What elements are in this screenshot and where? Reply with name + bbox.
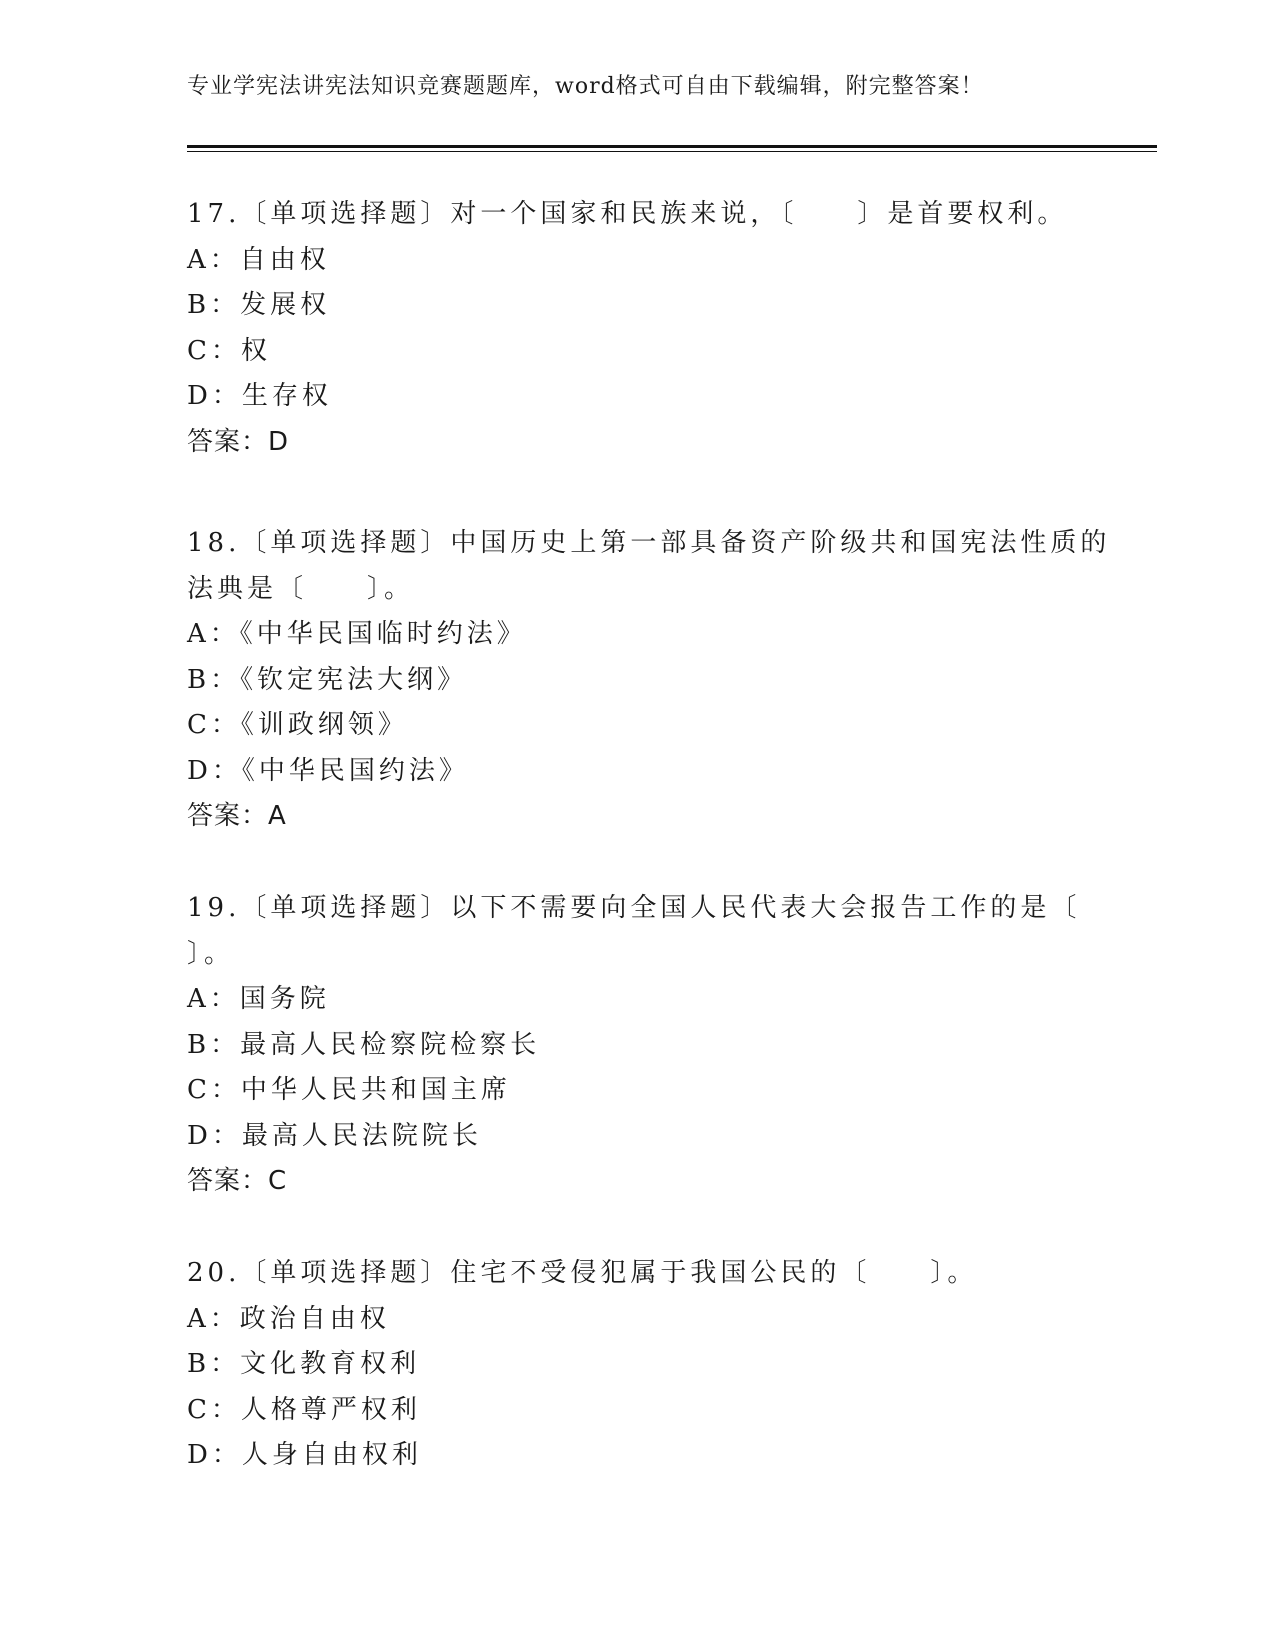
option-b: B：《钦定宪法大纲》 [187,664,468,695]
option-b: B：最高人民检察院检察长 [187,1029,541,1060]
option-a: A：国务院 [187,984,330,1014]
option-a: A：自由权 [187,244,330,275]
option-d: D：《中华民国约法》 [187,755,469,786]
question-stem: 19.〔单项选择题〕以下不需要向全国人民代表大会报告工作的是〔 [187,893,1081,923]
question-19 [187,886,1087,1205]
answer: 答案：C [187,1166,288,1196]
question-stem: 20.〔单项选择题〕住宅不受侵犯属于我国公民的〔 〕。 [187,1258,978,1288]
option-a: A：政治自由权 [187,1303,390,1334]
option-b: B：发展权 [187,290,331,320]
question-20 [187,1251,1087,1479]
question-17 [187,192,1087,465]
option-c: C：人格尊严权利 [187,1394,421,1425]
header-rule [187,145,1157,148]
page-header: 专业学宪法讲宪法知识竞赛题题库，word格式可自由下载编辑，附完整答案！ [187,74,984,99]
option-a: A：《中华民国临时约法》 [187,619,527,649]
question-stem-continued: 〕。 [187,938,235,969]
option-b: B：文化教育权利 [187,1349,421,1379]
header-rule-thin [187,151,1157,152]
question-stem-continued: 法典是〔 〕。 [187,573,415,604]
question-18 [187,521,1111,840]
question-stem: 17.〔单项选择题〕对一个国家和民族来说，〔 〕是首要权利。 [187,199,1068,229]
answer: 答案：D [187,426,290,457]
question-stem: 18.〔单项选择题〕中国历史上第一部具备资产阶级共和国宪法性质的 [187,528,1111,558]
answer: 答案：A [187,801,287,831]
option-c: C：权 [187,335,271,366]
option-d: D：生存权 [187,381,332,411]
option-c: C：中华人民共和国主席 [187,1075,511,1105]
option-d: D：人身自由权利 [187,1440,422,1470]
option-d: D：最高人民法院院长 [187,1120,482,1151]
option-c: C：《训政纲领》 [187,710,408,740]
